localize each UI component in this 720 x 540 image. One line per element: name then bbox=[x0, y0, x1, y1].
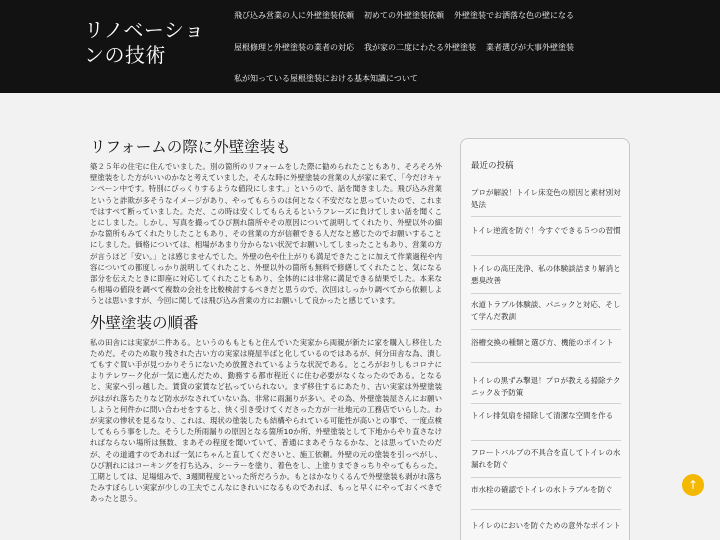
recent-post-link[interactable]: 市水栓の確認でトイレの水トラブルを防ぐ bbox=[471, 485, 613, 494]
post-divider bbox=[471, 509, 621, 510]
recent-post-link[interactable]: トイレの黒ずみ撃退！プロが教える掃除テクニック＆予防策 bbox=[471, 376, 621, 397]
sidebar-recent-posts bbox=[460, 138, 630, 540]
nav-item-choosing-contractor[interactable]: 業者選びが大事外壁塗装 bbox=[486, 43, 574, 52]
nav-item-twice-painting[interactable]: 我が家の二度にわたる外壁塗装 bbox=[364, 43, 476, 52]
article-paragraph-2: 私の田舎には実家が二件ある。というのももともと住んでいた実家から両親が新たに家を購入し移住したためだ。そのため取り残された古い方の実家は廃屋半ばと化しているのではあるが、何分田舎な為、潰してもすぐ買い手が見つかりそうにないため放置されているような状況である。ところがおりしもコロナによりテレワーク化が一気に進んだため、勤務する都市程近くに住む必要がなくなったのである。となると、実家へ引っ越した。賃貸の家賃など払っていられない。まず移住するにあたり、古い実家は外壁塗装がはがれ落ちたりなど防水がなされていない為、非常に雨漏りが多い。その為、外壁塗装屋さんにお願いしようと何件かに問い合わせをすると、快く引き受けてくださった方が一社地元の工務店でいらした。わが実家の惨状を見るなり、これは、現状の塗装したも結構やられている可能性が高いとの事で、一度点検してもらう事をした。そうした所雨漏りの原因となる箇所10か所、外壁塗装として下地からやり直さなければならない場所は無数、まあその程度を聞いていて、普通にまあそうなるかな、とは思っていたのだが、その道通すのであれば一気にちゃんと直してくださいと、施工依頼。外壁の元の塗装を引っぺがし、ひび割れにはコーキングを打ち込み、シーラーを塗り、着色をし、上塗りまできっちりやってもらった。工期としては、足場組みで、3週間程度といった所だろうか。もとはかなりくるんで外壁塗装も剥がれ落ちたみすぼらしい実家が少しの工夫でこんなにきれいになるものであれば、もっと早くにやっておくべきであったと思う。 bbox=[90, 337, 442, 504]
article bbox=[90, 137, 442, 540]
post-divider bbox=[471, 255, 621, 256]
site-header bbox=[0, 0, 720, 93]
article-heading-2: 外壁塗装の順番 bbox=[90, 313, 199, 332]
recent-post-link[interactable]: トイレのにおいを防ぐための意外なポイント bbox=[471, 521, 621, 530]
recent-post-link[interactable]: トイレ排気扇を掃除して清潔な空間を作る bbox=[471, 411, 614, 420]
sidebar-title: 最近の投稿 bbox=[471, 161, 514, 171]
nav-item-stylish-color[interactable]: 外壁塗装でお洒落な色の壁になる bbox=[454, 11, 574, 20]
article-paragraph-1: 築２５年の住宅に住んでいました。別の箇所のリフォームをした際に勧められたこともあり、そろそろ外壁塗装をした方がいいのかなと考えていました。そんな時に外壁塗装の営業の人が家に来て、「今だけキャンペーン中です。特別にびっくりするような値段にします。」というので、話を聞きました。飛び込み営業というと詐欺が多そうなイメージがあり、やってもらうのは何となく不安だなと思っていたので、これまではすべて断っていました。ただ、この時は安くしてもらえるというフレーズに負けてしまい話を聞くことにしました。しかし、写真を撮ってひび割れ箇所やその原因について説明してくれたり、外壁以外の細かな箇所もみてくれたりしたこともあり、その営業の方が信頼できる人だなと感じたのでお願いすることにしました。価格については、相場があまり分からない状況でお願いしてしまったこともあり、営業の方が言うほど「安い。」とは感じませんでした。外壁の色や仕上がりも満足できたことに加えて作業過程や内容についての都度しっかり説明してくれたこと、外壁以外の箇所も無料で修繕してくれたこと、気になる部分を伝えたときに即座に対応してくれたこともあり、全体的には非常に満足できる結果でした。本来なら相場の値段を調べて複数の会社を比較検討するべきだと思うので、次回はしっかり調べてから依頼しようとは思いますが、今回に関しては飛び込み営業の方にお願いして良かったと感じています。 bbox=[90, 162, 442, 306]
nav-item-first-request[interactable]: 初めての外壁塗装依頼 bbox=[364, 11, 444, 20]
recent-post-link[interactable]: トイレ逆流を防ぐ！今すぐできる５つの習慣 bbox=[471, 226, 621, 235]
post-divider bbox=[471, 362, 621, 363]
recent-post-link[interactable]: プロが解説！トイレ床変色の原因と素材別対処法 bbox=[471, 188, 621, 209]
scroll-to-top-button[interactable] bbox=[682, 474, 704, 496]
recent-post-link[interactable]: 水道トラブル体験談、パニックと対応、そして学んだ教訓 bbox=[471, 300, 621, 321]
post-divider bbox=[471, 216, 621, 217]
post-divider bbox=[471, 477, 621, 478]
post-divider bbox=[471, 403, 621, 404]
post-divider bbox=[471, 293, 621, 294]
nav-item-roof-repair[interactable]: 屋根修理と外壁塗装の業者の対応 bbox=[234, 43, 354, 52]
nav-item-door-to-door-sales[interactable]: 飛び込み営業の人に外壁塗装依頼 bbox=[234, 11, 354, 20]
post-divider bbox=[471, 329, 621, 330]
post-divider bbox=[471, 440, 621, 441]
nav-item-roof-basics[interactable]: 私が知っている屋根塗装における基本知識について bbox=[234, 74, 418, 83]
site-title[interactable]: リノベーションの技術 bbox=[84, 18, 205, 67]
article-heading-1: リフォームの際に外壁塗装も bbox=[90, 138, 291, 156]
arrow-up-icon: ↑ bbox=[687, 478, 699, 492]
recent-post-link[interactable]: フロートバルブの不具合を直してトイレの水漏れを防ぐ bbox=[471, 448, 621, 469]
recent-post-link[interactable]: 浴槽交換の種類と選び方、機能のポイント bbox=[471, 338, 614, 347]
recent-post-link[interactable]: トイレの高圧洗浄、私の体験談詰まり解消と悪臭改善 bbox=[471, 264, 621, 285]
